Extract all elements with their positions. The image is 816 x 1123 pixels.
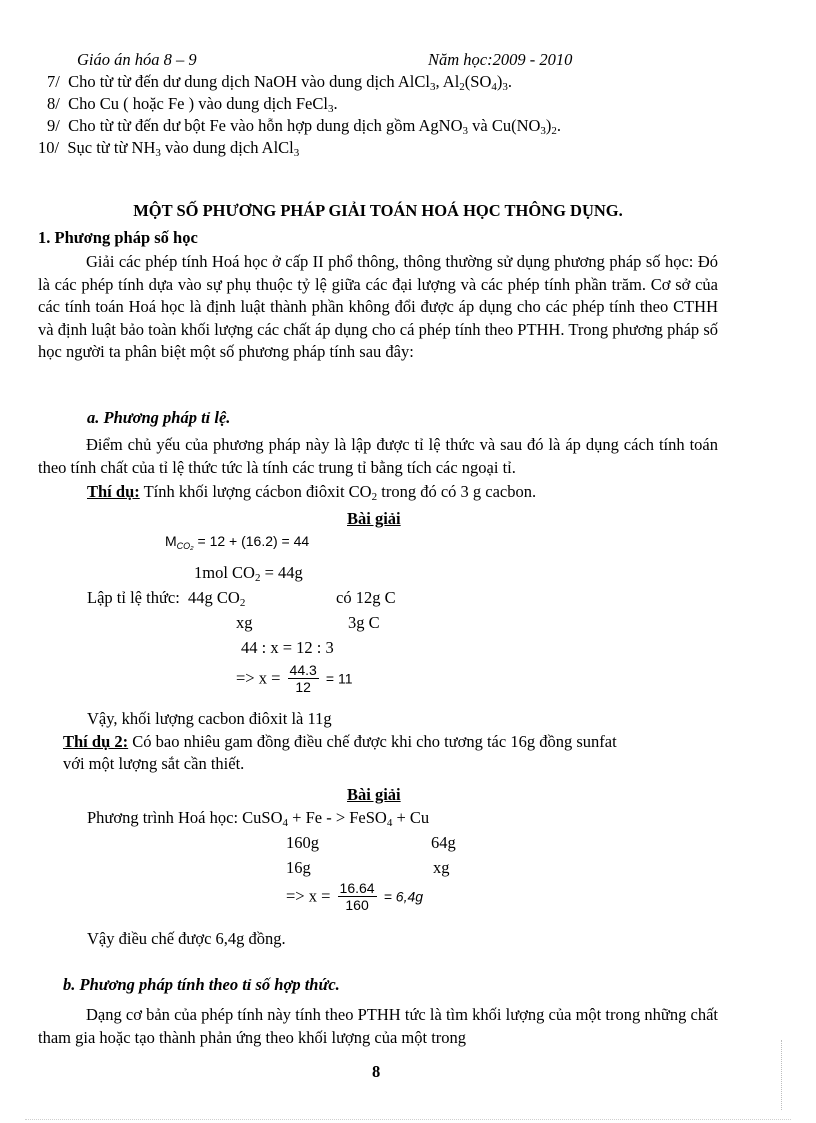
- stoich-right-1: 64g: [431, 833, 456, 852]
- method-paragraph: Điểm chủ yếu của phương pháp này là lập được tỉ lệ thức và sau đó là áp dụng cách tính toán theo tính chất của tỉ lệ thức tức là tính các trung tỉ bằng tích các ngoại tỉ.: [38, 435, 718, 477]
- section-paragraph: Giải các phép tính Hoá học ở cấp II phổ thông, thông thường sử dụng phương pháp số học: Đó là các phép tính dựa vào sự phụ thuộc tỷ lệ giữa các đại lượng và các phép tính phần trăm. Cơ sở của các tính toán Hoá học là định luật thành phần không đổi được áp dụng cho các phép tính theo CTHH và định luật bảo toàn khối lượng các chất áp dụng cho cá phép tính theo PTHH. Trong phương pháp số học người ta phân biệt một số phương pháp tính sau đây:: [38, 252, 718, 361]
- page-bottom-divider: [25, 1119, 791, 1120]
- chemical-equation: Phương trình Hoá học: CuSO$_4$ + Fe - > FeSO$_4$ + Cu: [87, 808, 430, 829]
- solution-title: Bài giải: [347, 509, 401, 528]
- conclusion: Vậy điều chế được 6,4g đồng.: [87, 929, 286, 948]
- example-statement: Thí dụ 2: Có bao nhiêu gam đồng điều chế được khi cho tương tác 16g đồng sunfat: [63, 732, 617, 751]
- ratio-right-1: có 12g C: [336, 588, 396, 607]
- stoich-left-1: 160g: [286, 833, 319, 852]
- method-heading: b. Phương pháp tính theo tỉ số hợp thức.: [63, 975, 340, 994]
- header-right: Năm học:2009 - 2010: [428, 50, 573, 69]
- result-formula: => x = $\frac{44.3}{12}$ = 11: [236, 662, 353, 695]
- stoich-right-2: xg: [433, 858, 450, 877]
- example-statement-cont: với một lượng sắt cần thiết.: [63, 754, 245, 773]
- section-title: MỘT SỐ PHƯƠNG PHÁP GIẢI TOÁN HOÁ HỌC THÔNG DỤNG.: [133, 201, 623, 220]
- list-item: 8/ Cho Cu ( hoặc Fe ) vào dung dịch FeCl$_3$.: [47, 94, 338, 115]
- header-left: Giáo án hóa 8 – 9: [77, 50, 197, 69]
- list-item: 9/ Cho từ từ đến dư bột Fe vào hỗn hợp dung dịch gồm AgNO$_3$ và $Cu(NO_3)_2$.: [47, 116, 562, 137]
- list-item: 10/ Sục từ từ $NH_3$ vào dung dịch AlCl$_3$: [38, 138, 300, 159]
- method-paragraph: Dạng cơ bản của phép tính này tính theo PTHH tức là tìm khối lượng của một trong những chất tham gia hoặc tạo thành phản ứng theo khối lượng của một trong: [38, 1005, 718, 1047]
- method-heading: a. Phương pháp tỉ lệ.: [87, 408, 231, 427]
- molar-mass-formula: $M_{CO_2} = 12 + (16.2) = 44$: [165, 533, 310, 551]
- section-heading: 1. Phương pháp số học: [38, 228, 198, 247]
- list-item: 7/ Cho từ từ đến dư dung dịch NaOH vào dung dịch AlCl$_3$, $Al_2(SO_4)_3$.: [47, 72, 512, 93]
- conclusion: Vậy, khối lượng cacbon điôxit là 11g: [87, 709, 332, 728]
- mol-equation: 1mol $CO_2 = 44g$: [194, 563, 303, 584]
- solution-title: Bài giải: [347, 785, 401, 804]
- page-right-divider: [781, 1040, 782, 1110]
- ratio-left-2: xg: [236, 613, 253, 632]
- ratio-right-2: 3g C: [348, 613, 380, 632]
- proportion: 44 : x = 12 : 3: [241, 638, 334, 657]
- page-number: 8: [372, 1062, 381, 1081]
- result-formula: => x = $\frac{16.64}{160}$ = 6,4g: [286, 880, 424, 913]
- ratio-label: Lập tỉ lệ thức: 44g $CO_2$: [87, 588, 246, 609]
- stoich-left-2: 16g: [286, 858, 311, 877]
- example-statement: Thí dụ: Tính khối lượng cácbon điôxit $CO_2$ trong đó có 3 g cacbon.: [87, 482, 537, 503]
